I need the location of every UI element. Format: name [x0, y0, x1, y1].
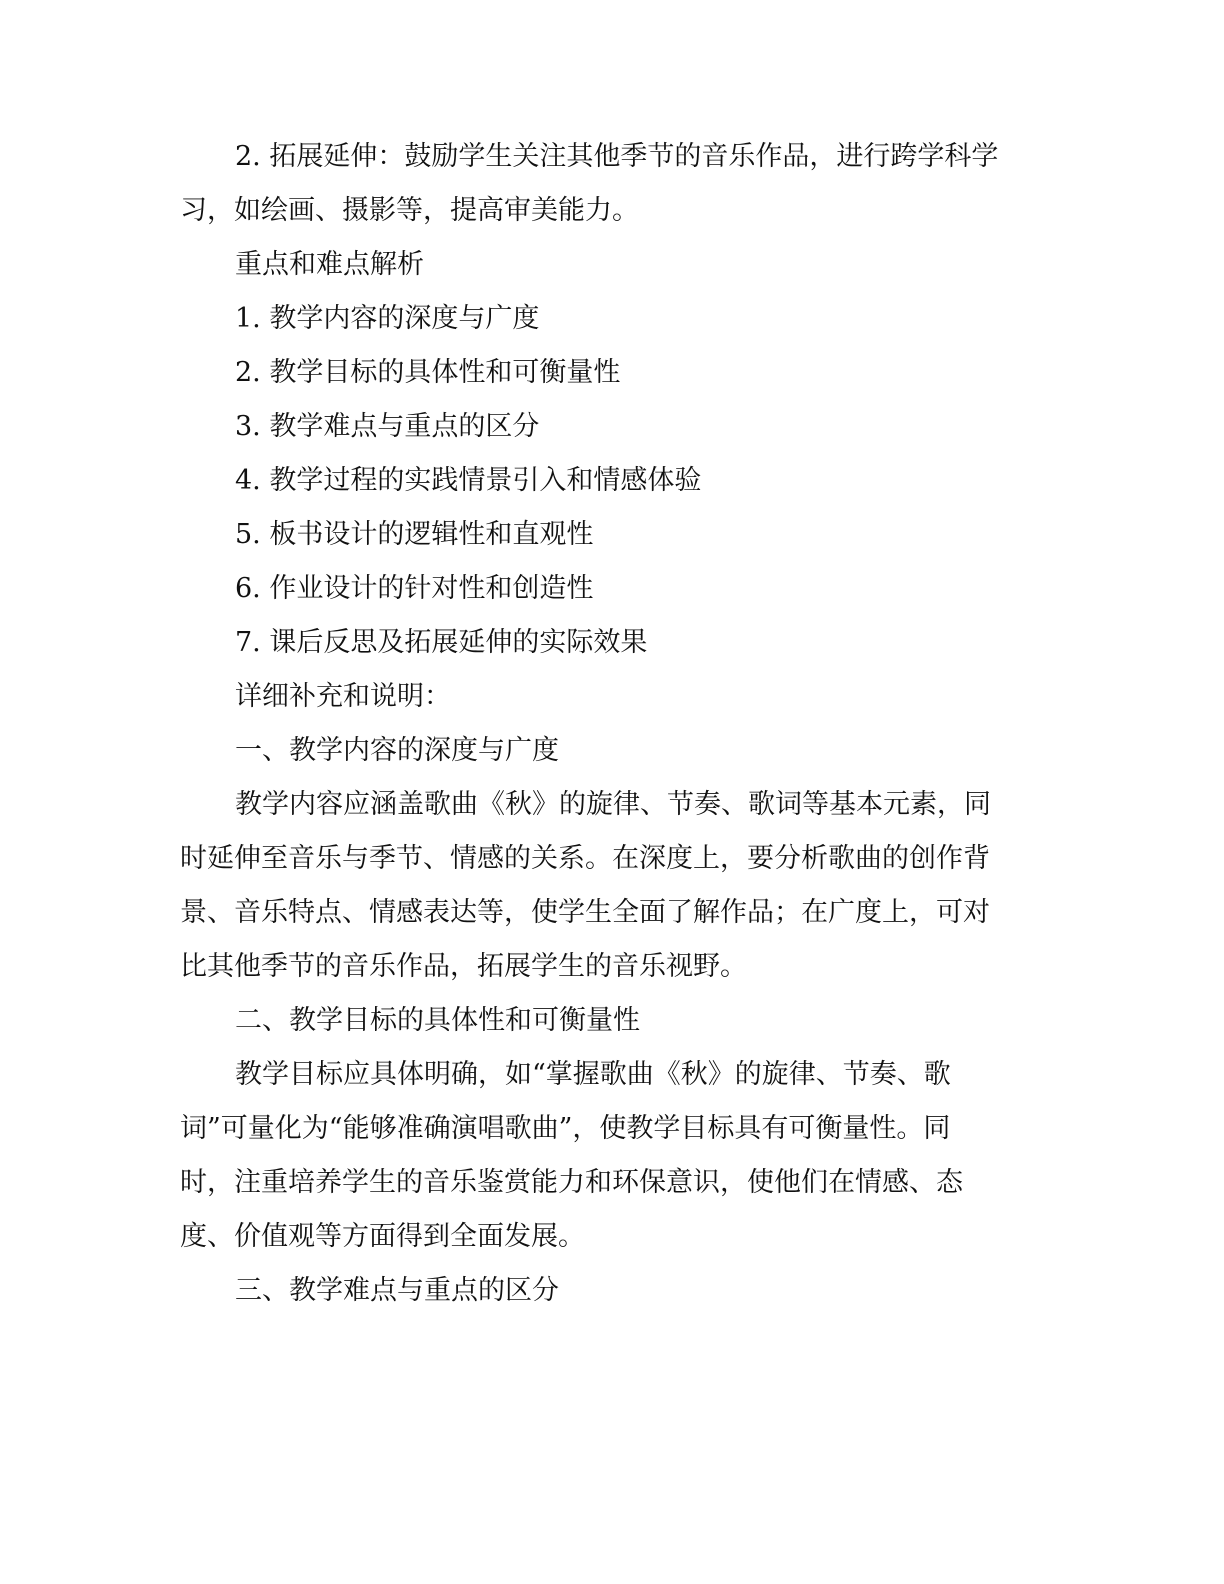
- paragraph-line: 词”可量化为“能够准确演唱歌曲”，使教学目标具有可衡量性。同: [180, 1113, 951, 1144]
- paragraph-line: 时，注重培养学生的音乐鉴赏能力和环保意识，使他们在情感、态: [180, 1167, 963, 1198]
- section-heading: 一、教学内容的深度与广度: [235, 735, 559, 766]
- list-item: 1. 教学内容的深度与广度: [235, 303, 540, 334]
- section-heading: 重点和难点解析: [235, 249, 424, 280]
- document-page: [180, 130, 1040, 1318]
- section-heading: 三、教学难点与重点的区分: [235, 1275, 559, 1306]
- paragraph-line: 2. 拓展延伸：鼓励学生关注其他季节的音乐作品，进行跨学科学: [235, 141, 999, 172]
- list-item: 4. 教学过程的实践情景引入和情感体验: [235, 465, 702, 496]
- paragraph-line: 习，如绘画、摄影等，提高审美能力。: [180, 195, 639, 226]
- list-item: 3. 教学难点与重点的区分: [235, 411, 540, 442]
- list-item: 2. 教学目标的具体性和可衡量性: [235, 357, 621, 388]
- paragraph-line: 度、价值观等方面得到全面发展。: [180, 1221, 585, 1252]
- paragraph-line: 教学目标应具体明确，如“掌握歌曲《秋》的旋律、节奏、歌: [235, 1059, 951, 1090]
- list-item: 6. 作业设计的针对性和创造性: [235, 573, 594, 604]
- paragraph-line: 景、音乐特点、情感表达等，使学生全面了解作品；在广度上，可对: [180, 897, 990, 928]
- section-heading: 二、教学目标的具体性和可衡量性: [235, 1005, 640, 1036]
- paragraph-line: 比其他季节的音乐作品，拓展学生的音乐视野。: [180, 951, 747, 982]
- paragraph-line: 时延伸至音乐与季节、情感的关系。在深度上，要分析歌曲的创作背: [180, 843, 990, 874]
- section-heading: 详细补充和说明：: [235, 681, 451, 712]
- list-item: 5. 板书设计的逻辑性和直观性: [235, 519, 594, 550]
- list-item: 7. 课后反思及拓展延伸的实际效果: [235, 627, 648, 658]
- paragraph-line: 教学内容应涵盖歌曲《秋》的旋律、节奏、歌词等基本元素，同: [235, 789, 991, 820]
